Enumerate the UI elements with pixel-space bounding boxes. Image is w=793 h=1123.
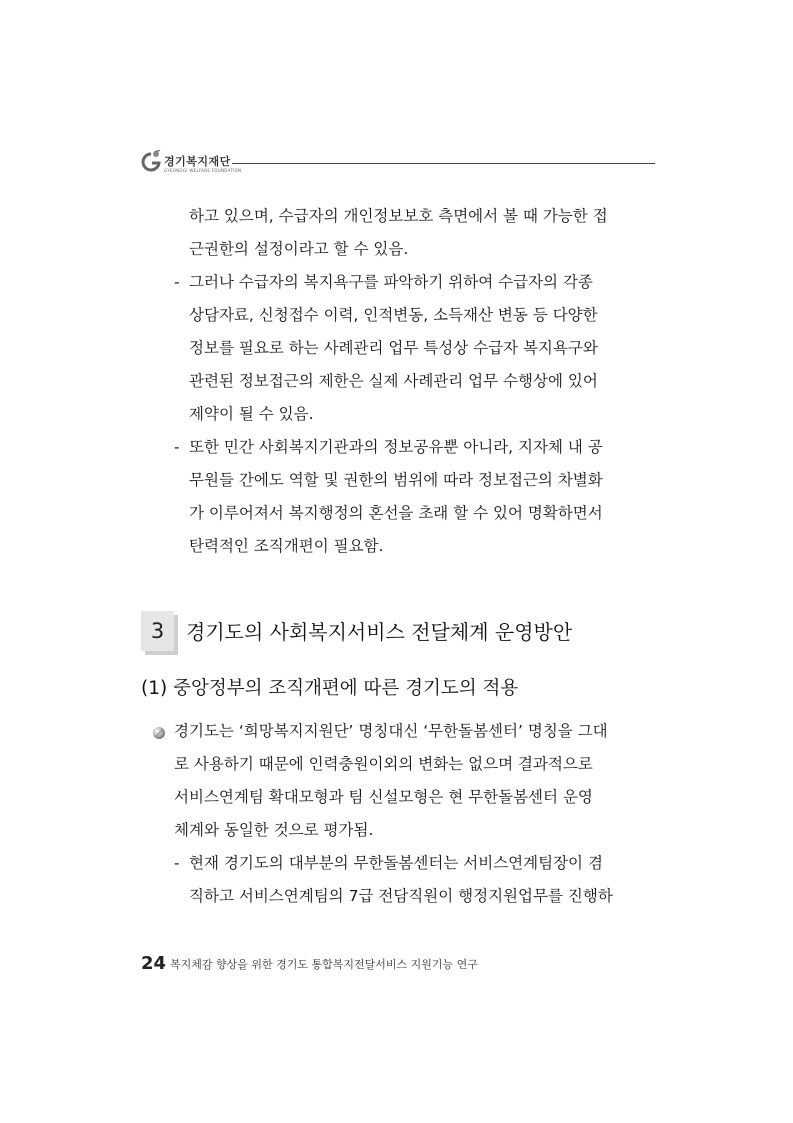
body-line: 경기도는 ‘희망복지지원단’ 명칭대신 ‘무한돌봄센터’ 명칭을 그대 xyxy=(174,722,608,740)
sphere-bullet-icon xyxy=(152,726,166,740)
body-line: 상담자료, 신청접수 이력, 인적변동, 소득재산 변동 등 다양한 xyxy=(189,306,598,324)
dash-bullet: - xyxy=(174,438,180,456)
body-line: 서비스연계팀 확대모형과 팀 신설모형은 현 무한돌봄센터 운영 xyxy=(174,788,593,806)
body-line: 제약이 될 수 있음. xyxy=(189,405,314,423)
body-line: 관련된 정보접근의 제한은 실제 사례관리 업무 수행상에 있어 xyxy=(189,372,598,390)
body-line: 하고 있으며, 수급자의 개인정보보호 측면에서 볼 때 가능한 접 xyxy=(189,207,608,225)
body-line: 또한 민간 사회복지기관과의 정보공유뿐 아니라, 지자체 내 공 xyxy=(189,438,603,456)
body-line: 그러나 수급자의 복지욕구를 파악하기 위하여 수급자의 각종 xyxy=(189,273,593,291)
foundation-subname: GYEONGGI WELFARE FOUNDATION xyxy=(164,168,242,173)
body-line: 현재 경기도의 대부분의 무한돌봄센터는 서비스연계팀장이 겸 xyxy=(189,854,603,872)
dash-bullet: - xyxy=(174,273,180,291)
body-line: 무원들 간에도 역할 및 권한의 범위에 따라 정보접근의 차별화 xyxy=(189,471,603,489)
foundation-name: 경기복지재단 xyxy=(164,155,231,168)
section-title: 경기도의 사회복지서비스 전달체계 운영방안 xyxy=(186,620,573,644)
body-line: 정보를 필요로 하는 사례관리 업무 특성상 수급자 복지욕구와 xyxy=(189,339,598,357)
body-line: 체계와 동일한 것으로 평가됨. xyxy=(174,821,374,839)
page-number: 24 xyxy=(141,953,167,974)
book-title: 복지체감 향상을 위한 경기도 통합복지전달서비스 지원기능 연구 xyxy=(170,958,478,971)
body-line: 가 이루어져서 복지행정의 혼선을 초래 할 수 있어 명확하면서 xyxy=(189,504,603,522)
foundation-logo-icon xyxy=(140,150,162,174)
dash-bullet: - xyxy=(174,854,180,872)
section-number: 3 xyxy=(150,619,165,643)
subsection-title: (1) 중앙정부의 조직개편에 따른 경기도의 적용 xyxy=(141,678,519,699)
body-line: 탄력적인 조직개편이 필요함. xyxy=(189,537,384,555)
body-line: 직하고 서비스연계팀의 7급 전담직원이 행정지원업무를 진행하 xyxy=(189,887,613,905)
body-line: 근권한의 설정이라고 할 수 있음. xyxy=(189,240,409,258)
header-rule xyxy=(232,163,655,164)
body-line: 로 사용하기 때문에 인력충원이외의 변화는 없으며 결과적으로 xyxy=(174,755,593,773)
foundation-logo xyxy=(140,148,240,178)
